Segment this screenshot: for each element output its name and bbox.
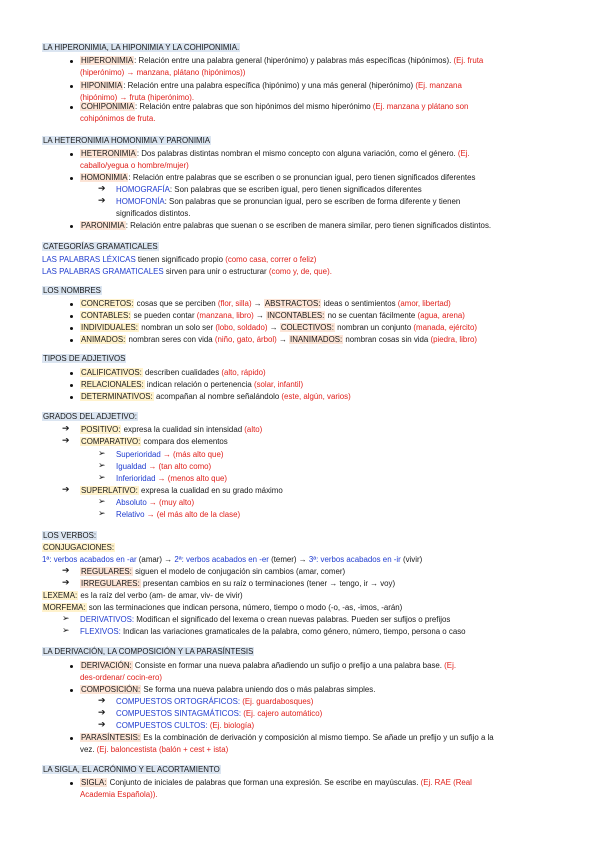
text-span: nombran cosas sin vida bbox=[343, 335, 431, 344]
text-span: HOMONIMIA bbox=[81, 173, 128, 182]
text-span: (Ej. bbox=[457, 149, 470, 158]
section-title: LA DERIVACIÓN, LA COMPOSICIÓN Y LA PARASÍNTESIS bbox=[43, 647, 254, 656]
text-span: Absoluto bbox=[116, 498, 147, 507]
bullet-icon bbox=[70, 339, 73, 342]
text-span: (Ej. biología) bbox=[207, 721, 255, 730]
text-span: (Ej. fruta bbox=[453, 56, 484, 65]
text-span: (Ej. guardabosques) bbox=[240, 697, 314, 706]
list-item bbox=[80, 336, 477, 344]
text-span: → (tan alto como) bbox=[146, 462, 212, 471]
text-span: POSITIVO: bbox=[81, 425, 121, 434]
bullet-icon bbox=[70, 153, 73, 156]
text-span: (este, algún, varios) bbox=[281, 392, 351, 401]
chevron-right-icon: ➢ bbox=[62, 625, 70, 635]
text-span: HIPERONIMIA bbox=[81, 56, 134, 65]
list-item bbox=[80, 393, 351, 401]
arrow-right-icon: ➔ bbox=[62, 577, 70, 587]
text-span: IRREGULARES: bbox=[81, 579, 140, 588]
arrow-right-icon: ➔ bbox=[62, 565, 70, 575]
arrow-right-icon: ➔ bbox=[98, 183, 106, 193]
sub-item bbox=[116, 511, 240, 519]
text-span: HOMOGRAFÍA bbox=[116, 185, 170, 194]
text-span: LEXEMA: bbox=[43, 591, 78, 600]
text-span: : Dos palabras distintas nombran el mismo concepto con alguna variación, como el género. bbox=[136, 149, 458, 158]
text-span: : Relación entre una palabra general (hiperónimo) y palabras más específicas (hipónimos). bbox=[134, 56, 454, 65]
bullet-icon bbox=[70, 60, 73, 63]
text-span: expresa la cualidad sin intensidad bbox=[121, 425, 245, 434]
text-span: ABSTRACTOS: bbox=[264, 299, 321, 308]
text-line bbox=[42, 256, 316, 264]
section-title: CATEGORÍAS GRAMATICALES bbox=[43, 242, 158, 251]
text-span: es la raíz del verbo (am- de amar, viv- de vivir) bbox=[78, 591, 243, 600]
text-line bbox=[42, 592, 243, 600]
bullet-icon bbox=[70, 372, 73, 375]
chevron-right-icon: ➢ bbox=[98, 460, 106, 470]
text-span: HIPONIMIA bbox=[81, 81, 123, 90]
subsection-title: CONJUGACIONES: bbox=[43, 543, 115, 552]
list-item-cont: cohipónimos de fruta. bbox=[80, 114, 156, 123]
text-span: Modifican el significado del lexema o crean nuevas palabras. Pueden ser sufijos o prefijos bbox=[134, 615, 451, 624]
text-span: → bbox=[276, 335, 290, 344]
text-span: → bbox=[251, 299, 264, 308]
text-span: DETERMINATIVOS: bbox=[81, 392, 153, 401]
text-span: → (más alto que) bbox=[160, 450, 224, 459]
text-span: (como y, de, que). bbox=[268, 267, 332, 276]
text-span: LAS PALABRAS GRAMATICALES bbox=[42, 267, 164, 276]
text-span: Relativo bbox=[116, 510, 145, 519]
sub-item bbox=[116, 710, 322, 718]
arrow-right-icon: ➔ bbox=[98, 719, 106, 729]
text-line bbox=[42, 268, 332, 276]
bullet-icon bbox=[70, 737, 73, 740]
list-item bbox=[80, 426, 262, 434]
text-span: → bbox=[162, 555, 175, 564]
list-item bbox=[80, 628, 466, 636]
text-span: Es la combinación de derivación y composición al mismo tiempo. Se añade un prefijo y un sufijo a la bbox=[141, 733, 494, 742]
text-span: Se forma una nueva palabra uniendo dos o más palabras simples. bbox=[141, 685, 376, 694]
sub-item bbox=[116, 698, 313, 706]
text-span: (alto) bbox=[244, 425, 263, 434]
text-span: 3ª: verbos acabados en -ir bbox=[308, 555, 403, 564]
sub-item bbox=[116, 198, 460, 206]
text-span: acompañan al nombre señalándolo bbox=[153, 392, 282, 401]
text-span: (alto, rápido) bbox=[221, 368, 266, 377]
text-span: nombran seres con vida bbox=[126, 335, 215, 344]
text-span: ANIMADOS: bbox=[81, 335, 126, 344]
text-span: COMPUESTOS SINTAGMÁTICOS: bbox=[116, 709, 242, 718]
text-span: (Ej. baloncestista (balón + cest + ista) bbox=[96, 745, 229, 754]
text-span: → bbox=[253, 311, 267, 320]
sub-item bbox=[116, 722, 254, 730]
text-span: Consiste en formar una nueva palabra añadiendo un sufijo o prefijo a una palabra base. bbox=[132, 661, 445, 670]
text-span: : Son palabras que se pronuncian igual, pero se escriben de forma diferente y tienen bbox=[164, 197, 461, 206]
chevron-right-icon: ➢ bbox=[98, 448, 106, 458]
text-span: LAS PALABRAS LÉXICAS bbox=[42, 255, 136, 264]
bullet-icon bbox=[70, 396, 73, 399]
arrow-right-icon: ➔ bbox=[62, 423, 70, 433]
text-span: (Ej. manzana y plátano son bbox=[372, 102, 469, 111]
text-span: SIGLA: bbox=[81, 778, 107, 787]
text-span: : Son palabras que se escriben igual, pero tienen significados diferentes bbox=[169, 185, 422, 194]
text-span: ideas o sentimientos bbox=[321, 299, 398, 308]
text-span: COLECTIVOS: bbox=[280, 323, 334, 332]
text-line bbox=[42, 556, 422, 564]
list-item bbox=[80, 82, 462, 90]
list-item bbox=[80, 222, 491, 230]
arrow-right-icon: ➔ bbox=[98, 195, 106, 205]
text-span: expresa la cualidad en su grado máximo bbox=[138, 486, 283, 495]
text-span: nombran un conjunto bbox=[334, 323, 414, 332]
text-line bbox=[42, 604, 402, 612]
list-item bbox=[80, 779, 472, 787]
text-span: FLEXIVOS: bbox=[80, 627, 121, 636]
text-span: describen cualidades bbox=[142, 368, 222, 377]
list-item bbox=[80, 150, 470, 158]
list-item bbox=[80, 686, 375, 694]
text-span: 1ª: verbos acabados en -ar bbox=[42, 555, 139, 564]
text-span: cosas que se perciben bbox=[134, 299, 218, 308]
section-title: LA HIPERONIMIA, LA HIPONIMIA Y LA COHIPONIMIA. bbox=[43, 43, 240, 52]
arrow-right-icon: ➔ bbox=[62, 435, 70, 445]
text-span: → (menos alto que) bbox=[155, 474, 227, 483]
bullet-icon bbox=[70, 782, 73, 785]
text-span: (piedra, libro) bbox=[430, 335, 477, 344]
text-span: RELACIONALES: bbox=[81, 380, 144, 389]
bullet-icon bbox=[70, 384, 73, 387]
text-span: (amar) bbox=[138, 555, 163, 564]
text-span: (vivir) bbox=[402, 555, 423, 564]
text-span: → bbox=[296, 555, 309, 564]
text-span: Indican las variaciones gramaticales de la palabra, como género, número, tiempo, persona o caso bbox=[120, 627, 466, 636]
bullet-icon bbox=[70, 177, 73, 180]
text-span: (Ej. bbox=[444, 661, 457, 670]
list-item bbox=[80, 734, 494, 742]
arrow-right-icon: ➔ bbox=[98, 707, 106, 717]
text-span: HOMOFONÍA bbox=[116, 197, 165, 206]
bullet-icon bbox=[70, 303, 73, 306]
text-span: PARASÍNTESIS: bbox=[81, 733, 141, 742]
list-item bbox=[80, 568, 345, 576]
text-span: COMPOSICIÓN: bbox=[81, 685, 141, 694]
text-span: compara dos elementos bbox=[141, 437, 228, 446]
chevron-right-icon: ➢ bbox=[98, 496, 106, 506]
text-span: (temer) bbox=[271, 555, 297, 564]
text-span: INDIVIDUALES: bbox=[81, 323, 139, 332]
section-title: LOS NOMBRES bbox=[43, 286, 101, 295]
list-item bbox=[80, 662, 456, 670]
sub-item bbox=[116, 463, 211, 471]
text-span: : Relación entre palabras que suenan o se escriben de manera similar, pero tienen significados distintos. bbox=[125, 221, 492, 230]
text-span: no se cuentan fácilmente bbox=[325, 311, 418, 320]
text-span: SUPERLATIVO: bbox=[81, 486, 138, 495]
text-span: (agua, arena) bbox=[417, 311, 465, 320]
text-span: vez. bbox=[80, 745, 97, 754]
text-span: Inferioridad bbox=[116, 474, 156, 483]
text-span: COMPUESTOS ORTOGRÁFICOS: bbox=[116, 697, 241, 706]
bullet-icon bbox=[70, 106, 73, 109]
text-span: COHIPONIMIA bbox=[81, 102, 135, 111]
list-item-cont: (hiperónimo) → manzana, plátano (hipónimos)) bbox=[80, 68, 246, 77]
list-item bbox=[80, 300, 451, 308]
text-span: → bbox=[267, 323, 280, 332]
text-span: (niño, gato, árbol) bbox=[214, 335, 277, 344]
text-span: son las terminaciones que indican persona, número, tiempo o modo (-o, -as, -imos, -arán) bbox=[86, 603, 403, 612]
text-span: CONTABLES: bbox=[81, 311, 131, 320]
list-item bbox=[80, 57, 483, 65]
list-item bbox=[80, 174, 475, 182]
section-title: LA HETERONIMIA HOMONIMIA Y PARONIMIA bbox=[43, 136, 211, 145]
sub-item bbox=[116, 499, 194, 507]
chevron-right-icon: ➢ bbox=[98, 472, 106, 482]
text-span: Conjunto de iniciales de palabras que forman una expresión. Se escribe en mayúsculas. bbox=[107, 778, 421, 787]
bullet-icon bbox=[70, 665, 73, 668]
text-span: nombran un solo ser bbox=[139, 323, 216, 332]
list-item bbox=[80, 580, 395, 588]
bullet-icon bbox=[70, 315, 73, 318]
list-item bbox=[80, 438, 228, 446]
text-span: PARONIMIA bbox=[81, 221, 125, 230]
list-item-cont: (hipónimo) → fruta (hiperónimo). bbox=[80, 93, 195, 102]
text-span: sirven para unir o estructurar bbox=[163, 267, 269, 276]
text-span: siguen el modelo de conjugación sin cambios (amar, comer) bbox=[132, 567, 346, 576]
section-title: LA SIGLA, EL ACRÓNIMO Y EL ACORTAMIENTO bbox=[43, 765, 220, 774]
text-span: tienen significado propio bbox=[135, 255, 226, 264]
section-title: GRADOS DEL ADJETIVO: bbox=[43, 412, 137, 421]
text-span: (manzana, libro) bbox=[196, 311, 254, 320]
text-span: : Relación entre una palabra específica (hipónimo) y una más general (hiperónimo) bbox=[123, 81, 416, 90]
list-item bbox=[80, 324, 477, 332]
text-span: : Relación entre palabras que se escriben o se pronuncian igual, pero tienen significados diferentes bbox=[128, 173, 476, 182]
list-item bbox=[80, 616, 450, 624]
list-item-cont: Academia Española)). bbox=[80, 790, 158, 799]
sub-item-cont: significados distintos. bbox=[116, 209, 191, 218]
bullet-icon bbox=[70, 689, 73, 692]
text-span: se pueden contar bbox=[131, 311, 197, 320]
section-title: LOS VERBOS: bbox=[43, 531, 97, 540]
text-span: REGULARES: bbox=[81, 567, 132, 576]
sub-item bbox=[116, 451, 223, 459]
text-span: (Ej. cajero automático) bbox=[241, 709, 323, 718]
list-item bbox=[80, 381, 303, 389]
text-span: Igualdad bbox=[116, 462, 147, 471]
arrow-right-icon: ➔ bbox=[98, 695, 106, 705]
bullet-icon bbox=[70, 327, 73, 330]
section-title: TIPOS DE ADJETIVOS bbox=[43, 354, 126, 363]
text-span: (solar, infantil) bbox=[253, 380, 304, 389]
bullet-icon bbox=[70, 85, 73, 88]
sub-item bbox=[116, 186, 422, 194]
bullet-icon bbox=[70, 225, 73, 228]
text-span: CONCRETOS: bbox=[81, 299, 134, 308]
text-span: DERIVACIÓN: bbox=[81, 661, 132, 670]
text-span: (amor, libertad) bbox=[397, 299, 451, 308]
chevron-right-icon: ➢ bbox=[62, 613, 70, 623]
text-span: DERIVATIVOS: bbox=[80, 615, 135, 624]
list-item bbox=[80, 103, 468, 111]
text-span: 2ª: verbos acabados en -er bbox=[174, 555, 272, 564]
arrow-right-icon: ➔ bbox=[62, 484, 70, 494]
list-item bbox=[80, 312, 465, 320]
text-span: indican relación o pertenencia bbox=[144, 380, 254, 389]
text-span: INANIMADOS: bbox=[290, 335, 343, 344]
text-span: (como casa, correr o feliz) bbox=[225, 255, 317, 264]
list-item-cont: caballo/yegua o hombre/mujer) bbox=[80, 161, 189, 170]
text-span: Superioridad bbox=[116, 450, 161, 459]
text-span: INCONTABLES: bbox=[267, 311, 325, 320]
text-span: CALIFICATIVOS: bbox=[81, 368, 142, 377]
text-span: (Ej. manzana bbox=[415, 81, 462, 90]
text-span: (Ej. RAE (Real bbox=[420, 778, 472, 787]
text-span: (lobo, soldado) bbox=[215, 323, 268, 332]
text-span: → (muy alto) bbox=[146, 498, 195, 507]
text-span: : Relación entre palabras que son hipónimos del mismo hiperónimo bbox=[135, 102, 373, 111]
text-span: → (el más alto de la clase) bbox=[144, 510, 241, 519]
list-item bbox=[80, 369, 266, 377]
list-item-cont: des-ordenar/ cocin-ero) bbox=[80, 673, 163, 682]
text-span: (manada, ejército) bbox=[413, 323, 478, 332]
list-item bbox=[80, 487, 283, 495]
text-span: HETERONIMIA bbox=[81, 149, 136, 158]
text-span: MORFEMA: bbox=[43, 603, 86, 612]
text-span: (flor, silla) bbox=[217, 299, 252, 308]
text-span: COMPUESTOS CULTOS: bbox=[116, 721, 208, 730]
list-item-cont bbox=[80, 746, 228, 754]
text-span: COMPARATIVO: bbox=[81, 437, 141, 446]
text-span: presentan cambios en su raíz o terminaciones (tener → tengo, ir → voy) bbox=[140, 579, 396, 588]
chevron-right-icon: ➢ bbox=[98, 508, 106, 518]
sub-item bbox=[116, 475, 227, 483]
